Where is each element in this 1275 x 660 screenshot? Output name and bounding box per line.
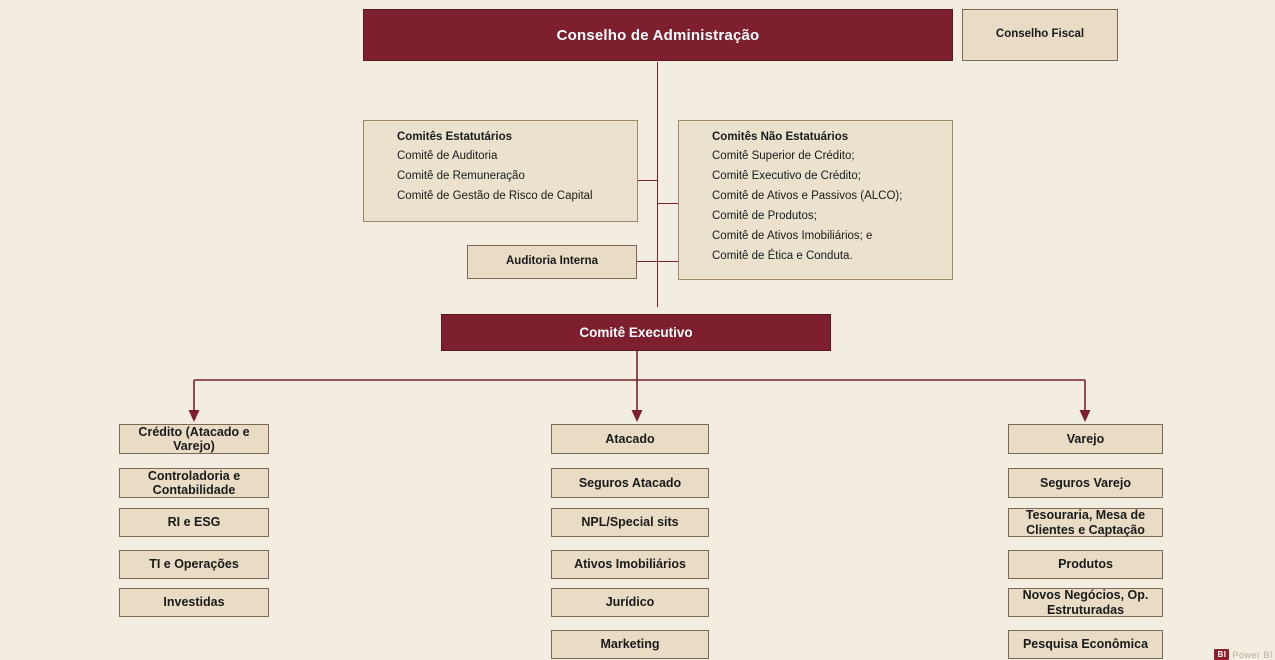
node-label: Tesouraria, Mesa de Clientes e Captação <box>1025 508 1146 537</box>
panel-title: Comitês Estatutários <box>397 131 513 143</box>
node-conselho-fiscal[interactable] <box>962 9 1118 61</box>
power-bi-watermark <box>1214 649 1273 660</box>
list-item: Comitê de Remuneração <box>397 170 525 182</box>
node-auditoria-interna[interactable] <box>467 245 637 279</box>
node-label: Jurídico <box>605 595 655 610</box>
node-ri-esg[interactable] <box>119 508 269 537</box>
node-juridico[interactable] <box>551 588 709 617</box>
node-ti-operacoes[interactable] <box>119 550 269 579</box>
node-marketing[interactable] <box>551 630 709 659</box>
panel-comites-estatutarios[interactable] <box>363 120 638 222</box>
node-seguros-varejo[interactable] <box>1008 468 1163 498</box>
node-label: Conselho Fiscal <box>995 28 1085 41</box>
node-label: Produtos <box>1058 557 1113 572</box>
list-item: Comitê de Produtos; <box>712 210 817 222</box>
list-item: Comitê de Ativos e Passivos (ALCO); <box>712 190 903 202</box>
node-label: NPL/Special sits <box>581 515 679 530</box>
list-item: Comitê de Gestão de Risco de Capital <box>397 190 593 202</box>
panel-comites-nao-estatutarios[interactable] <box>678 120 953 280</box>
node-label: Varejo <box>1066 431 1105 446</box>
connector-board-to-nonstatutory <box>657 203 678 204</box>
list-item: Comitê de Ética e Conduta. <box>712 250 853 262</box>
node-label: Investidas <box>163 595 225 610</box>
power-bi-label: Power BI <box>1232 649 1273 660</box>
list-item: Comitê de Ativos Imobiliários; e <box>712 230 873 242</box>
panel-title: Comitês Não Estatuários <box>712 131 849 143</box>
node-novos-negocios-op-estruturadas[interactable] <box>1008 588 1163 617</box>
connector-board-to-audit <box>637 261 679 262</box>
node-label: Auditoria Interna <box>505 255 598 268</box>
node-label: Conselho de Administração <box>556 26 760 44</box>
node-label: RI e ESG <box>167 515 221 530</box>
node-investidas[interactable] <box>119 588 269 617</box>
node-label: Crédito (Atacado e Varejo) <box>138 424 250 453</box>
node-label: Pesquisa Econômica <box>1022 637 1149 652</box>
node-label: Marketing <box>600 637 660 652</box>
list-item: Comitê Superior de Crédito; <box>712 150 855 162</box>
node-label: Comitê Executivo <box>579 325 693 340</box>
node-conselho-de-administracao[interactable] <box>363 9 953 61</box>
node-produtos[interactable] <box>1008 550 1163 579</box>
list-item: Comitê Executivo de Crédito; <box>712 170 861 182</box>
node-seguros-atacado[interactable] <box>551 468 709 498</box>
connector-board-to-statutory <box>638 180 658 181</box>
node-label: Seguros Atacado <box>578 475 682 490</box>
node-controladoria-contabilidade[interactable] <box>119 468 269 498</box>
node-label: Controladoria e Contabilidade <box>147 468 241 497</box>
node-credito-atacado-varejo[interactable] <box>119 424 269 454</box>
node-ativos-imobiliarios[interactable] <box>551 550 709 579</box>
node-pesquisa-economica[interactable] <box>1008 630 1163 659</box>
node-comite-executivo[interactable] <box>441 314 831 351</box>
node-label: Seguros Varejo <box>1039 475 1131 490</box>
node-label: Ativos Imobiliários <box>574 557 686 572</box>
connector-board-to-exec <box>657 62 658 307</box>
node-npl-special-sits[interactable] <box>551 508 709 537</box>
node-label: Novos Negócios, Op. Estruturadas <box>1022 588 1149 617</box>
node-tesouraria-mesa-clientes-captacao[interactable] <box>1008 508 1163 537</box>
list-item: Comitê de Auditoria <box>397 150 498 162</box>
node-varejo[interactable] <box>1008 424 1163 454</box>
node-label: Atacado <box>605 431 655 446</box>
node-atacado[interactable] <box>551 424 709 454</box>
power-bi-icon: BI <box>1214 649 1229 660</box>
node-label: TI e Operações <box>149 557 239 572</box>
